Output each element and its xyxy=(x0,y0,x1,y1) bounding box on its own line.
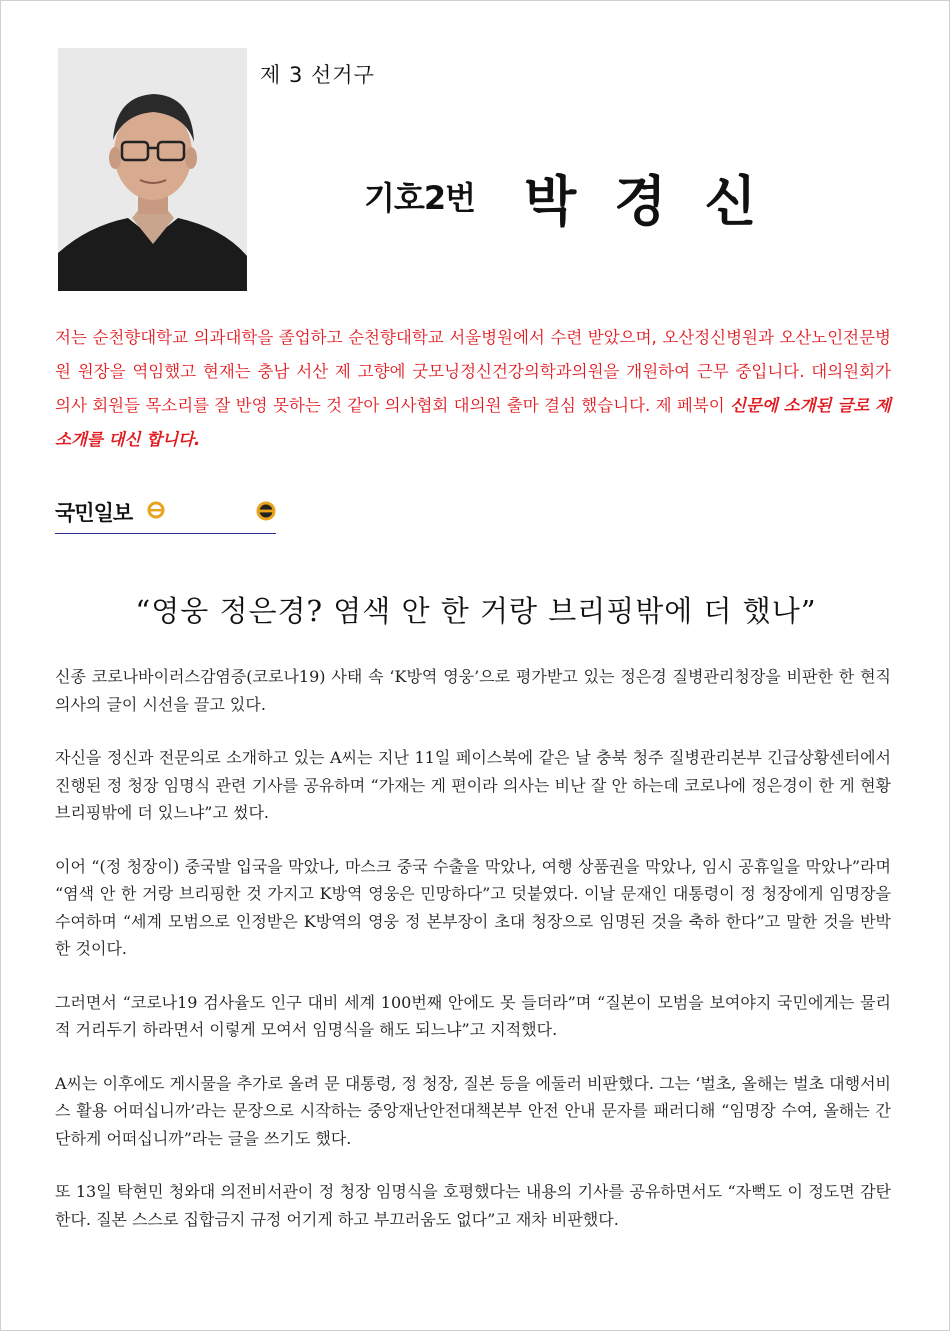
article-paragraph: 신종 코로나바이러스감염증(코로나19) 사태 속 ‘K방역 영웅’으로 평가받고 있는 정은경 질병관리청장을 비판한 한 현직 의사의 글이 시선을 끌고 있다. xyxy=(55,667,891,714)
article-paragraph: 또 13일 탁현민 청와대 의전비서관이 정 청장 임명식을 호평했다는 내용의 기사를 공유하면서도 “자뻑도 이 정도면 감탄한다. 질본 스스로 집합금지 규정 어기게 하고 부끄러움도 없다”고 재차 비판했다. xyxy=(55,1182,891,1229)
candidate-portrait-image xyxy=(58,48,247,291)
newspaper-logo-row xyxy=(55,497,276,534)
district-label: 제 3 선거구 xyxy=(260,63,375,87)
article-paragraph: 자신을 정신과 전문의로 소개하고 있는 A씨는 지난 11일 페이스북에 같은 날 충북 청주 질병관리본부 긴급상황센터에서 진행된 정 청장 임명식 관련 기사를 공유하며 “가재는 게 편이라 의사는 비난 잘 안 하는데 코로나에 정은경이 한 게 현황 브리핑밖에 더 있느냐”고 썼다. xyxy=(55,748,891,822)
newspaper-emblem-icon xyxy=(147,501,165,519)
intro-emphasis: 신문에 소개된 글로 제 소개를 대신 합니다. xyxy=(55,396,891,449)
article-paragraph: A씨는 이후에도 게시물을 추가로 올려 문 대통령, 정 청장, 질본 등을 에둘러 비판했다. 그는 ‘벌초, 올해는 벌초 대행서비스 활용 어떠십니까’라는 문장으로 시작하는 중앙재난안전대책본부 안전 안내 문자를 패러디해 “임명장 수여, 올해는 간단하게 어떠십니까”라는 글을 쓰기도 했다. xyxy=(55,1073,891,1148)
candidate-photo xyxy=(58,48,247,291)
article-paragraph: 그러면서 “코로나19 검사율도 인구 대비 세계 100번째 안에도 못 들더라”며 “질본이 모범을 보여야지 국민에게는 물리적 거리두기 하라면서 이렇게 모여서 임명식을 해도 되느냐”고 지적했다. xyxy=(55,992,891,1039)
intro-text: 저는 순천향대학교 의과대학을 졸업하고 순천향대학교 서울병원에서 수련 받았으며, 오산정신병원과 오산노인전문병원 원장을 역임했고 현재는 충남 서산 제 고향에 굿모닝정신건강의학과의원을 개원하여 근무 중입니다. 대의원회가 의사 회원들 목소리를 잘 반영 못하는 것 같아 의사협회 대의원 출마 결심 했습니다. 제 페북이 xyxy=(55,328,891,415)
candidate-number: 기호2번 xyxy=(364,179,476,217)
article-body xyxy=(55,663,891,1259)
newspaper-name: 국민일보 xyxy=(55,501,133,525)
candidate-name: 박경신 xyxy=(524,170,795,233)
newspaper-emblem-secondary-icon xyxy=(256,501,276,521)
article-headline: “영웅 정은경? 염색 안 한 거랑 브리핑밖에 더 했나” xyxy=(135,594,817,628)
candidate-introduction xyxy=(55,321,891,457)
article-paragraph: 이어 “(정 청장이) 중국발 입국을 막았나, 마스크 중국 수출을 막았나, 여행 상품권을 막았나, 임시 공휴일을 막았나”라며 “염색 안 한 거랑 브리핑한 것 가지고 K방역 영웅은 민망하다”고 덧붙였다. 이날 문재인 대통령이 정 청장에게 임명장을 수여하며 “세계 모범으로 인정받은 K방역의 영웅 정 본부장이 초대 청장으로 임명된 것을 축하 한다”고 말한 것을 반박한 것이다. xyxy=(55,856,891,958)
